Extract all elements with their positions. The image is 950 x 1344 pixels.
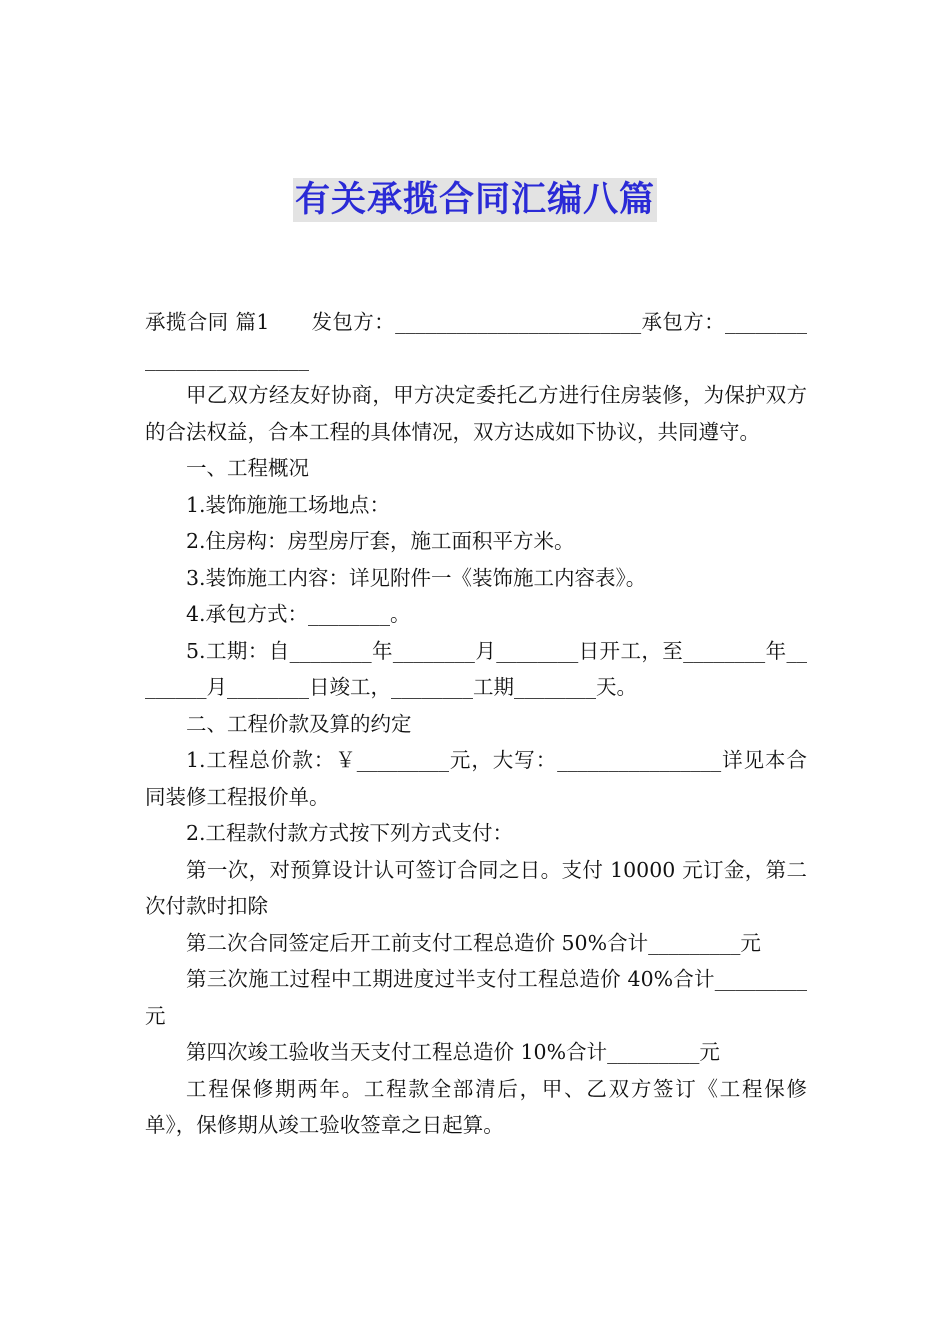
clause-site-location: 1.装饰施施工场地点：: [186, 492, 391, 517]
payment-fourth: 第四次竣工验收当天支付工程总造价 10%合计_________元: [186, 1040, 720, 1064]
clause-total-price: 1.工程总价款：￥_________元，大写：________________详见本合同装修工程报价单。: [145, 748, 807, 809]
clause-payment-method: 2.工程款付款方式按下列方式支付：: [186, 821, 514, 845]
clause-housing-structure: 2.住房构：房型房厅套，施工面积平方米。: [186, 529, 575, 553]
document-body: [145, 304, 807, 1144]
document-title: 有关承揽合同汇编八篇: [294, 180, 655, 220]
intro-paragraph: 甲乙双方经友好协商，甲方决定委托乙方进行住房装修，为保护双方的合法权益，合本工程的具体情况，双方达成如下协议，共同遵守。: [145, 383, 807, 444]
payment-first: 第一次，对预算设计认可签订合同之日。支付 10000 元订金，第二次付款时扣除: [145, 857, 807, 918]
payment-second: 第二次合同签定后开工前支付工程总造价 50%合计_________元: [186, 930, 761, 955]
clause-contract-method: 4.承包方式：________。: [186, 602, 411, 626]
clause-work-content: 3.装饰施工内容：详见附件一《装饰施工内容表》。: [186, 565, 647, 590]
title-container: [0, 178, 950, 222]
section-heading-overview: 一、工程概况: [186, 456, 309, 480]
warranty-paragraph: 工程保修期两年。工程款全部清后，甲、乙双方签订《工程保修单》，保修期从竣工验收签章之日起算。: [145, 1076, 807, 1137]
clause-schedule: 5.工期：自________年________月________日开工，至________年________月________日竣工，________工期________天。: [145, 638, 807, 699]
payment-third: 第三次施工过程中工期进度过半支付工程总造价 40%合计_________元: [145, 967, 807, 1028]
section-heading-price: 二、工程价款及算的约定: [186, 711, 412, 736]
contract-header-line: 承揽合同 篇1 发包方：________________________承包方：________________________: [145, 310, 807, 371]
